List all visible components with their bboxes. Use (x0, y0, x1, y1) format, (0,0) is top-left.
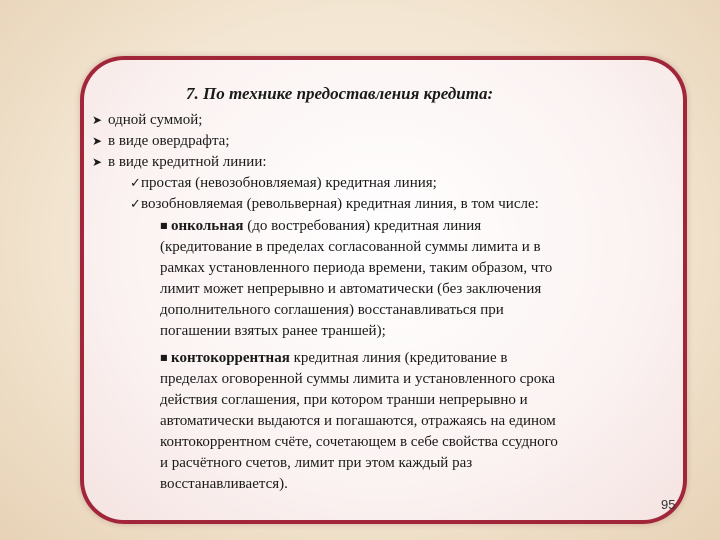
sub-bullet-list (130, 173, 539, 215)
oncall-line-description (160, 215, 552, 342)
sub-bullet-text: возобновляемая (револьверная) кредитная линия, в том числе: (141, 196, 539, 212)
arrow-bullet-icon: ➤ (92, 155, 103, 169)
list-item (92, 131, 267, 152)
text-line: рамках установленного периода времени, таким образом, что (160, 260, 553, 276)
square-bullet-icon: ■ (160, 221, 168, 230)
text-line: автоматически выдаются и погашаются, отражаясь на едином (160, 413, 556, 429)
term-current-account: контокоррентная (171, 350, 290, 366)
list-item (92, 152, 267, 173)
term-oncall: онкольная (171, 218, 244, 234)
checkmark-bullet-icon: ✓ (130, 176, 141, 191)
main-bullet-list (92, 110, 267, 173)
square-bullet-icon: ■ (160, 353, 168, 362)
text-line: и расчётного счетов, лимит при этом каждый раз (160, 455, 473, 471)
list-item (130, 194, 539, 215)
bullet-text: одной суммой; (108, 112, 203, 128)
sub-bullet-text: простая (невозобновляемая) кредитная линия; (141, 175, 437, 191)
text-line (160, 347, 558, 369)
text-line: дополнительного соглашения) восстанавливаться при (160, 302, 504, 318)
text-line: контокоррентном счёте, сочетающем в себе свойства ссудного (160, 434, 558, 450)
current-account-line-description (160, 347, 558, 495)
list-item (130, 173, 539, 194)
checkmark-bullet-icon: ✓ (130, 197, 141, 212)
text-line: восстанавливается). (160, 476, 288, 492)
text-line: пределах оговоренной суммы лимита и установленного срока (160, 371, 556, 387)
bullet-text: в виде овердрафта; (108, 133, 230, 149)
text-line: лимит может непрерывно и автоматически (без заключения (160, 281, 542, 297)
text-fragment: (до востребования) кредитная линия (243, 218, 482, 234)
text-line: погашении взятых ранее траншей); (160, 323, 386, 339)
text-line (160, 215, 552, 237)
slide-title: 7. По технике предоставления кредита: (186, 84, 494, 103)
arrow-bullet-icon: ➤ (92, 113, 103, 127)
text-line: (кредитование в пределах согласованной суммы лимита и в (160, 239, 541, 255)
page-number: 95 (661, 497, 676, 512)
list-item (92, 110, 267, 131)
text-line: действия соглашения, при котором транши непрерывно и (160, 392, 528, 408)
arrow-bullet-icon: ➤ (92, 134, 103, 148)
text-fragment: кредитная линия (кредитование в (289, 350, 508, 366)
bullet-text: в виде кредитной линии: (108, 154, 267, 170)
